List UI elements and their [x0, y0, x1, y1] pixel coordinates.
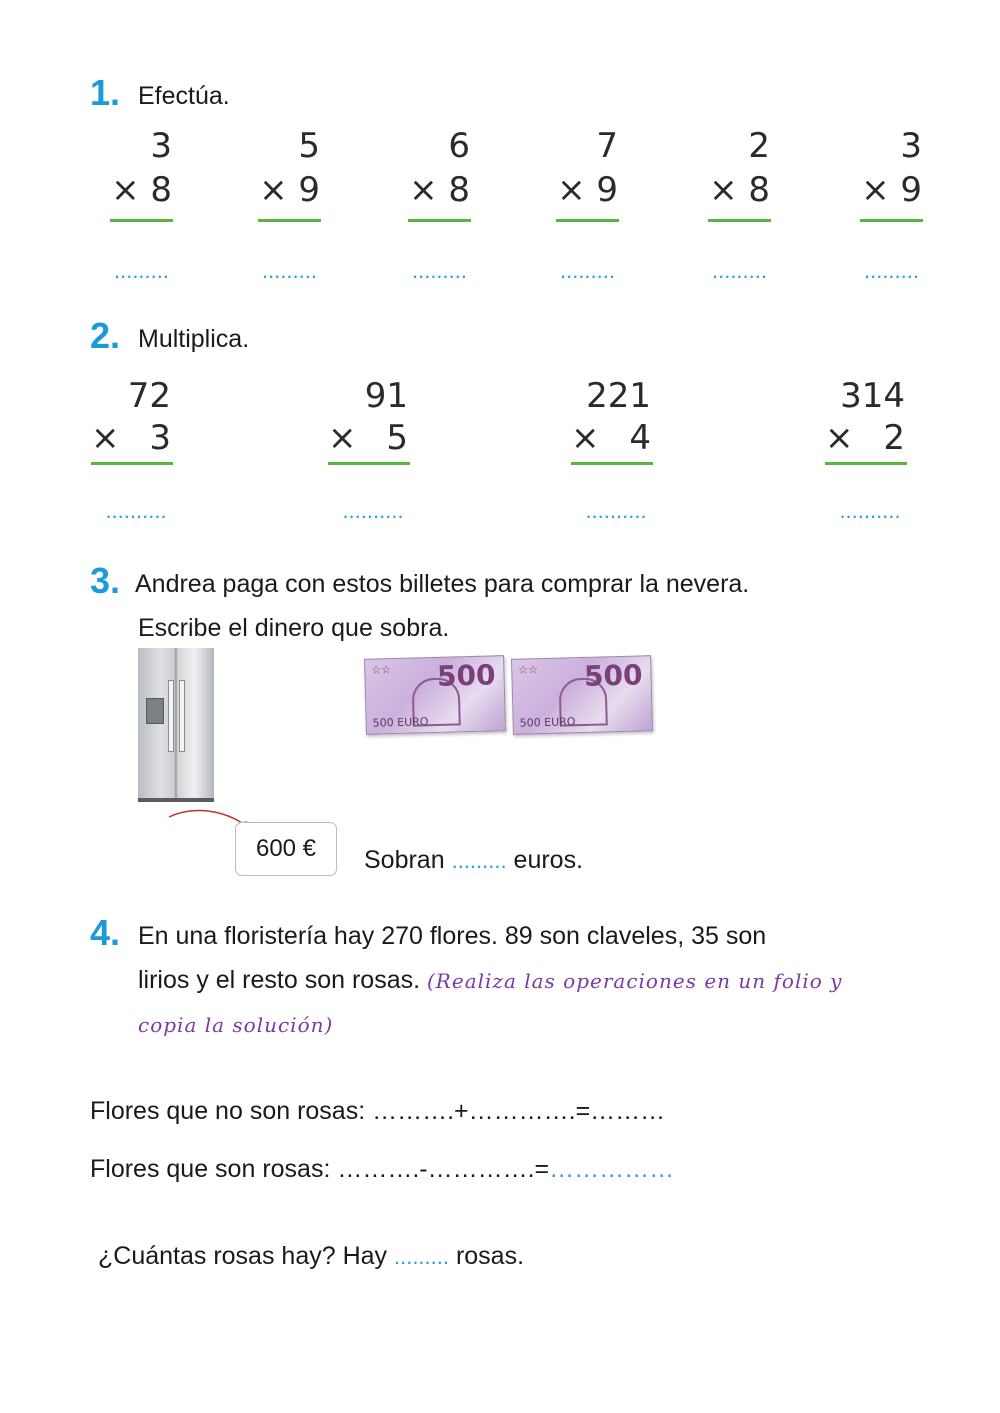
- ex2-op-line: [825, 462, 907, 465]
- banknote-value: 500: [583, 658, 643, 693]
- ex2-op-factor: 2: [883, 418, 905, 458]
- exercise-4-line2-text: lirios y el resto son rosas.: [138, 966, 421, 994]
- ex1-answer-blank[interactable]: .........: [863, 258, 919, 283]
- ex1-op-top: 3: [150, 126, 172, 166]
- ex2-op-top: 72: [127, 376, 171, 416]
- ex1-op-top: 2: [748, 126, 770, 166]
- exercise-2-statement: Multiplica.: [138, 325, 250, 353]
- ex2-times-sign: ×: [825, 418, 854, 458]
- answer-prefix: Sobran: [364, 846, 445, 874]
- flores-rosas-text: Flores que son rosas: ……….-………….=: [90, 1155, 550, 1183]
- eu-stars-icon: ☆☆: [371, 664, 392, 677]
- hint-line-1: (Realiza las operaciones en un folio y: [427, 969, 843, 993]
- ex1-answer-blank[interactable]: .........: [411, 258, 467, 283]
- price-tag: 600 €: [235, 822, 337, 876]
- dispenser: [146, 698, 164, 724]
- ex2-op-factor: 3: [149, 418, 171, 458]
- question-suffix: rosas.: [455, 1242, 525, 1270]
- flores-no-rosas-row[interactable]: Flores que no son rosas: ……….+………….=………: [90, 1097, 666, 1125]
- fridge-handle-left: [168, 680, 174, 752]
- question-row: [98, 1242, 524, 1271]
- exercise-4-number: 4.: [90, 912, 121, 953]
- answer-suffix: euros.: [513, 846, 584, 874]
- ex1-op-top: 7: [596, 126, 618, 166]
- exercise-4-line1: En una floristería hay 270 flores. 89 son claveles, 35 son: [138, 922, 767, 950]
- question-blank[interactable]: .........: [393, 1244, 449, 1269]
- ex2-op-line: [328, 462, 410, 465]
- ex1-op-line: [258, 219, 321, 222]
- ex2-op-line: [571, 462, 653, 465]
- fridge-image: [138, 648, 214, 802]
- banknote-500-2: [511, 655, 653, 735]
- flores-rosas-blank[interactable]: ……………: [549, 1155, 675, 1183]
- ex1-op-line: [556, 219, 619, 222]
- exercise-3-answer: [364, 846, 583, 875]
- banknote-value: 500: [436, 658, 496, 693]
- ex2-op-top: 91: [364, 376, 408, 416]
- ex2-op-factor: 4: [629, 418, 651, 458]
- ex1-answer-blank[interactable]: .........: [261, 258, 317, 283]
- ex1-op-line: [860, 219, 923, 222]
- ex1-op-bottom: × 9: [861, 170, 922, 210]
- ex1-op-bottom: × 8: [111, 170, 172, 210]
- ex2-answer-blank[interactable]: ..........: [839, 498, 901, 523]
- ex2-times-sign: ×: [571, 418, 600, 458]
- ex1-op-bottom: × 9: [259, 170, 320, 210]
- ex2-times-sign: ×: [328, 418, 357, 458]
- flores-rosas-row[interactable]: [90, 1155, 674, 1184]
- ex1-answer-blank[interactable]: .........: [113, 258, 169, 283]
- ex1-op-top: 3: [900, 126, 922, 166]
- ex1-op-bottom: × 9: [557, 170, 618, 210]
- banknote-small-text: 500 EURO: [519, 715, 576, 730]
- ex1-op-line: [708, 219, 771, 222]
- exercise-1-statement: Efectúa.: [138, 82, 230, 110]
- ex1-op-top: 6: [448, 126, 470, 166]
- ex2-answer-blank[interactable]: ..........: [342, 498, 404, 523]
- ex1-op-line: [110, 219, 173, 222]
- eu-stars-icon: ☆☆: [518, 664, 539, 677]
- ex1-op-top: 5: [298, 126, 320, 166]
- ex1-op-bottom: × 8: [709, 170, 770, 210]
- ex2-op-top: 221: [586, 376, 651, 416]
- exercise-1-number: 1.: [90, 72, 121, 113]
- ex2-answer-blank[interactable]: ..........: [105, 498, 167, 523]
- exercise-3-line1: Andrea paga con estos billetes para comprar la nevera.: [135, 570, 750, 598]
- ex1-answer-blank[interactable]: .........: [559, 258, 615, 283]
- exercise-2-number: 2.: [90, 315, 121, 356]
- ex1-op-bottom: × 8: [409, 170, 470, 210]
- exercise-3-number: 3.: [90, 560, 121, 601]
- ex2-op-line: [91, 462, 173, 465]
- ex1-op-line: [408, 219, 471, 222]
- exercise-4-line2: [138, 966, 842, 995]
- ex2-op-top: 314: [840, 376, 905, 416]
- fridge-handle-right: [179, 680, 185, 752]
- hint-line-2: copia la solución): [138, 1013, 334, 1037]
- ex1-answer-blank[interactable]: .........: [711, 258, 767, 283]
- banknote-500-1: [364, 655, 506, 735]
- question-text: ¿Cuántas rosas hay? Hay: [98, 1242, 388, 1270]
- ex2-times-sign: ×: [91, 418, 120, 458]
- answer-blank[interactable]: .........: [451, 848, 507, 873]
- ex2-answer-blank[interactable]: ..........: [585, 498, 647, 523]
- banknote-small-text: 500 EURO: [372, 715, 429, 730]
- ex2-op-factor: 5: [386, 418, 408, 458]
- exercise-3-line2: Escribe el dinero que sobra.: [138, 614, 450, 642]
